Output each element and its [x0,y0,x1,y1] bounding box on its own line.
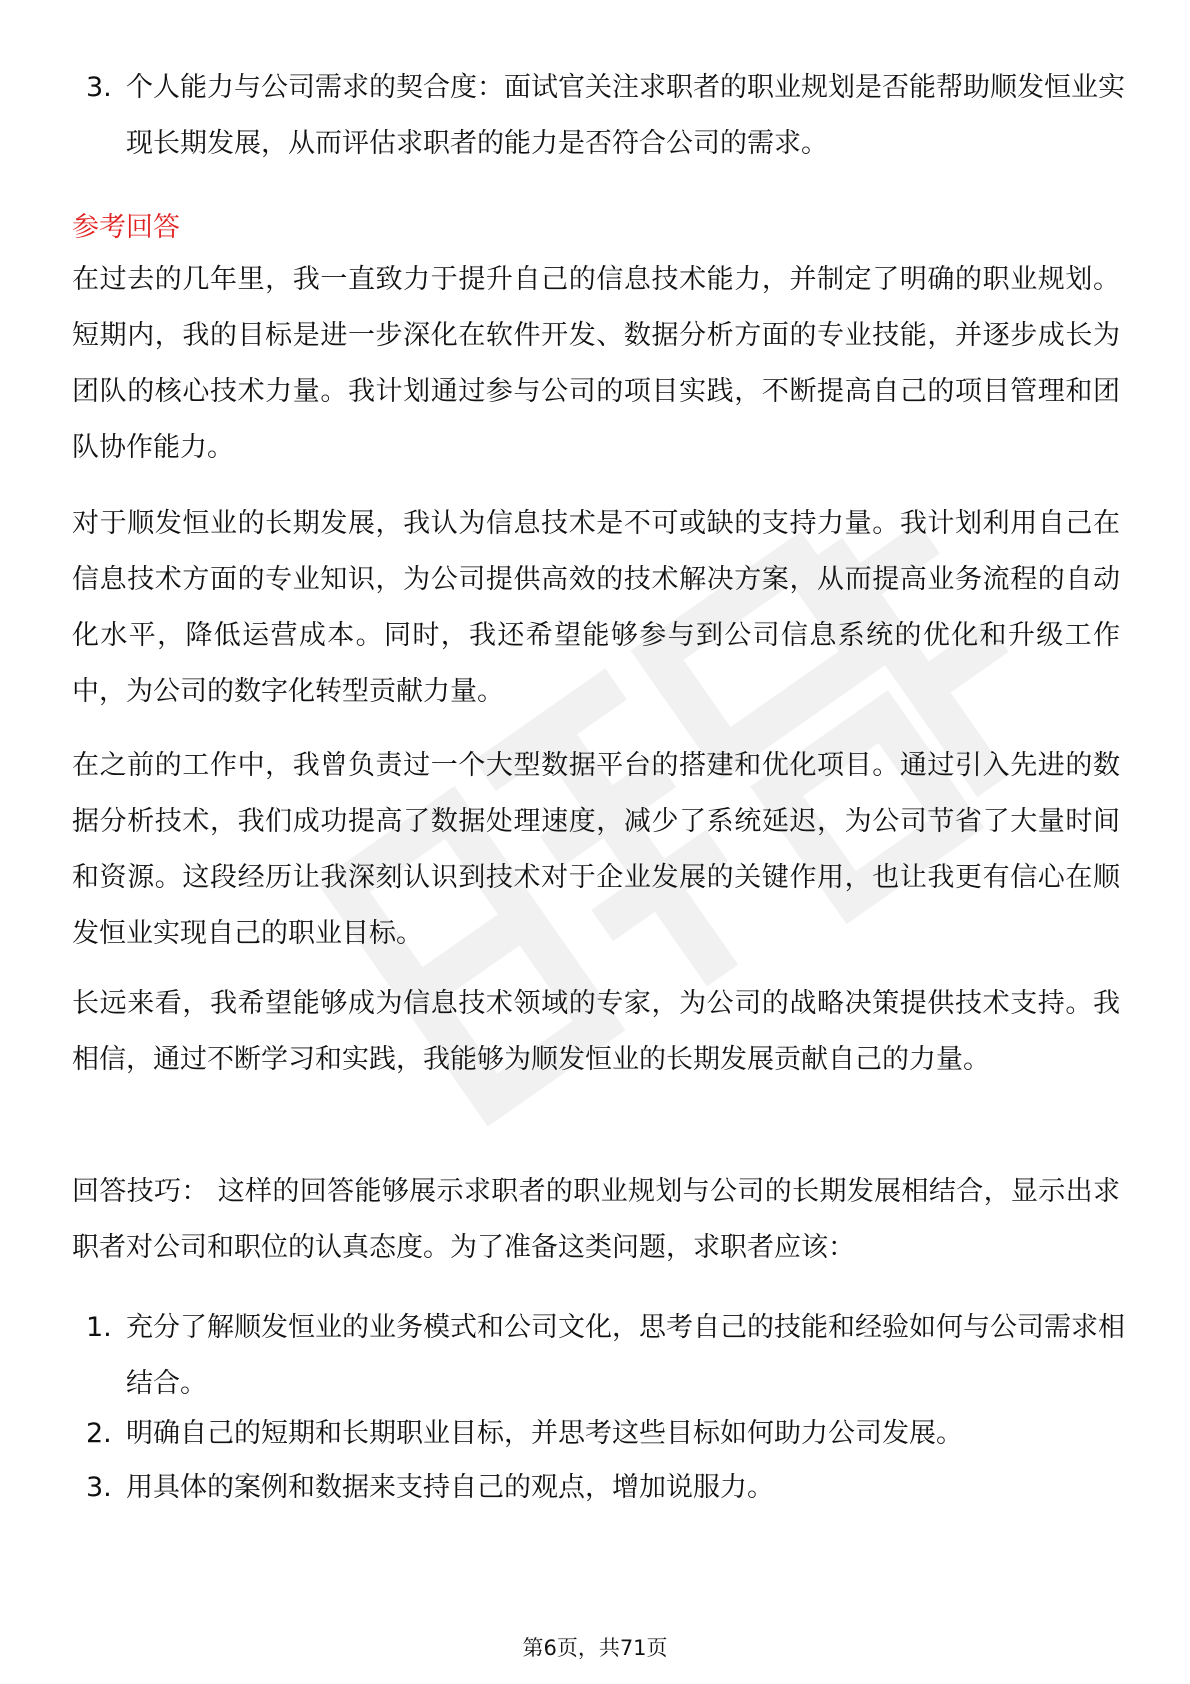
tips-list-item [86,1406,1126,1462]
tips-list-item [86,1460,1126,1516]
item-text: 个人能力与公司需求的契合度：面试官关注求职者的职业规划是否能帮助顺发恒业实现长期发展，从而评估求职者的能力是否符合公司的需求。 [126,72,1125,159]
tips-list-item [86,1300,1126,1412]
item-text: 明确自己的短期和长期职业目标，并思考这些目标如何助力公司发展。 [126,1418,963,1449]
item-number: 3. [86,1472,112,1503]
tips-paragraph: 回答技巧： 这样的回答能够展示求职者的职业规划与公司的长期发展相结合，显示出求职者对公司和职位的认真态度。为了准备这类问题，求职者应该： [72,1176,1120,1263]
answer-paragraph: 对于顺发恒业的长期发展，我认为信息技术是不可或缺的支持力量。我计划利用自己在信息技术方面的专业知识，为公司提供高效的技术解决方案，从而提高业务流程的自动化水平，降低运营成本。同时，我还希望能够参与到公司信息系统的优化和升级工作中，为公司的数字化转型贡献力量。 [72,508,1120,707]
item-number: 2. [86,1418,112,1449]
answer-paragraph: 在之前的工作中，我曾负责过一个大型数据平台的搭建和优化项目。通过引入先进的数据分析技术，我们成功提高了数据处理速度，减少了系统延迟，为公司节省了大量时间和资源。这段经历让我深刻认识到技术对于企业发展的关键作用，也让我更有信心在顺发恒业实现自己的职业目标。 [72,750,1120,949]
section-heading: 参考回答 [72,212,180,243]
item-number: 3. [86,72,112,103]
item-text: 用具体的案例和数据来支持自己的观点，增加说服力。 [126,1472,774,1503]
item-text: 充分了解顺发恒业的业务模式和公司文化，思考自己的技能和经验如何与公司需求相结合。 [126,1312,1125,1399]
answer-paragraph: 在过去的几年里，我一直致力于提升自己的信息技术能力，并制定了明确的职业规划。短期内，我的目标是进一步深化在软件开发、数据分析方面的专业技能，并逐步成长为团队的核心技术力量。我计划通过参与公司的项目实践，不断提高自己的项目管理和团队协作能力。 [72,264,1120,463]
page-footer: 第6页，共71页 [522,1636,668,1660]
answer-paragraph: 长远来看，我希望能够成为信息技术领域的专家，为公司的战略决策提供技术支持。我相信，通过不断学习和实践，我能够为顺发恒业的长期发展贡献自己的力量。 [72,988,1120,1075]
numbered-item-top [86,60,1126,172]
item-number: 1. [86,1312,112,1343]
